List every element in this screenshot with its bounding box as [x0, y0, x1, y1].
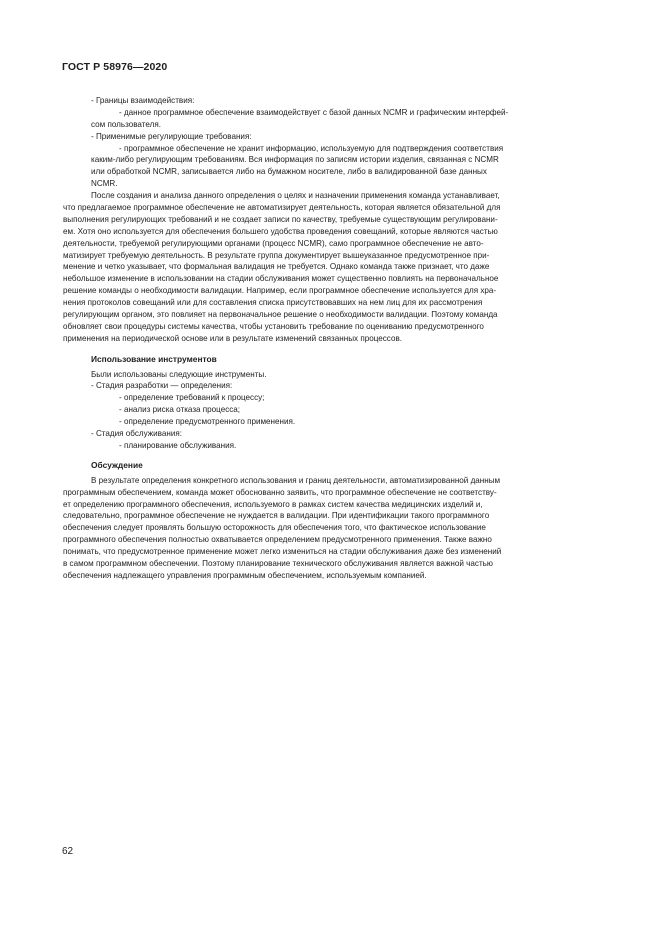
text-line: применения на периодической основе или в результате изменений связанных процессов. [63, 333, 402, 343]
text-line: NCMR. [91, 179, 118, 189]
page-number: 62 [62, 846, 74, 857]
text-line: в самом программном обеспечении. Поэтому планирование технического обслуживания является важной частью [63, 558, 493, 568]
list-item: - определение требований к процессу; [119, 393, 265, 403]
text-line: что предлагаемое программное обеспечение не автоматизирует деятельность, которая является обязательной для [63, 203, 501, 213]
text-line: каким-либо регулирующим требованиям. Вся информация по записям истории изделия, связанная с NCMR [91, 155, 499, 165]
text-line: понимать, что предусмотренное применение может легко измениться на стадии обслуживания даже без изменений [63, 547, 502, 557]
text-line: небольшое изменение в использовании на стадии обслуживания может существенно повлиять на первоначальное [63, 274, 499, 284]
text-line: - данное программное обеспечение взаимодействует с базой данных NCMR и графическим интерфей- [119, 107, 509, 117]
text-line: деятельности, требуемой регулирующими органами (процесс NCMR), само программное обеспечение не авто- [63, 238, 484, 248]
text-line: матизирует требуемую деятельность. В результате группа документирует вышеуказанное предусмотренное при- [63, 250, 490, 260]
section-heading: Использование инструментов [91, 353, 217, 364]
list-item: - Стадия разработки — определения: [91, 381, 233, 391]
text-line: сом пользователя. [91, 119, 161, 129]
text-line: или обработкой NCMR, записывается либо на бумажном носителе, либо в валидированной базе данных [91, 167, 487, 177]
list-item: - Стадия обслуживания: [91, 429, 183, 439]
text-line: Были использованы следующие инструменты. [91, 369, 267, 379]
text-line: решение команды о необходимости валидации. Например, если программное обеспечение используется для хра- [63, 286, 497, 296]
document-header: ГОСТ Р 58976—2020 [62, 61, 168, 73]
list-item: - определение предусмотренного применения. [119, 417, 296, 427]
text-line: менение и четко указывает, что формальная валидация не требуется. Однако команда также признает, что даже [63, 262, 490, 272]
text-line: обеспечения следует проявлять большую осторожность для обеспечения того, что фактическое использование [63, 523, 486, 533]
text-line: - Применимые регулирующие требования: [91, 131, 252, 141]
text-line: После создания и анализа данного определения о целях и назначении применения команда устанавливает, [91, 191, 500, 201]
text-line: ет определению программного обеспечения, используемого в рамках систем качества медицинских изделий и, [63, 499, 483, 509]
text-line: обеспечения надлежащего управления программным обеспечением, используемым компанией. [63, 570, 427, 580]
text-line: программным обеспечением, команда может обоснованно заявить, что программное обеспечение не соответству- [63, 487, 497, 497]
text-line: программного обеспечения полностью охватывается определением предусмотренного применения. Также важно [63, 535, 492, 545]
list-item: - планирование обслуживания. [119, 440, 237, 450]
text-line: В результате определения конкретного использования и границ деятельности, автоматизированной данным [91, 475, 501, 485]
text-line: обновляет свои процедуры системы качества, чтобы установить требование по оцениванию предусмотренного [63, 321, 484, 331]
text-line: следовательно, программное обеспечение не нуждается в валидации. При идентификации такого программного [63, 511, 490, 521]
text-line: ем. Хотя оно используется для обеспечения большего удобства проведения совещаний, которые являются частью [63, 226, 498, 236]
paragraph [63, 190, 597, 345]
text-line: - программное обеспечение не хранит информацию, используемую для подтверждения соответствия [119, 143, 504, 153]
text-line: - Границы взаимодействия: [91, 96, 195, 105]
text-line: регулирующим органом, это повлияет на первоначальное решение о необходимости валидации. Поэтому команда [63, 310, 498, 320]
text-line: выполнения регулирующих требований и не создает записи по качеству, требуемые существующим регулировани- [63, 214, 498, 224]
list-item: - анализ риска отказа процесса; [119, 405, 241, 415]
section-heading: Обсуждение [91, 459, 143, 470]
paragraph [63, 475, 597, 582]
text-line: нения протоколов совещаний или для составления списка присутствовавших на нем лиц для их рассмотрения [63, 298, 483, 308]
document-body [63, 95, 597, 582]
